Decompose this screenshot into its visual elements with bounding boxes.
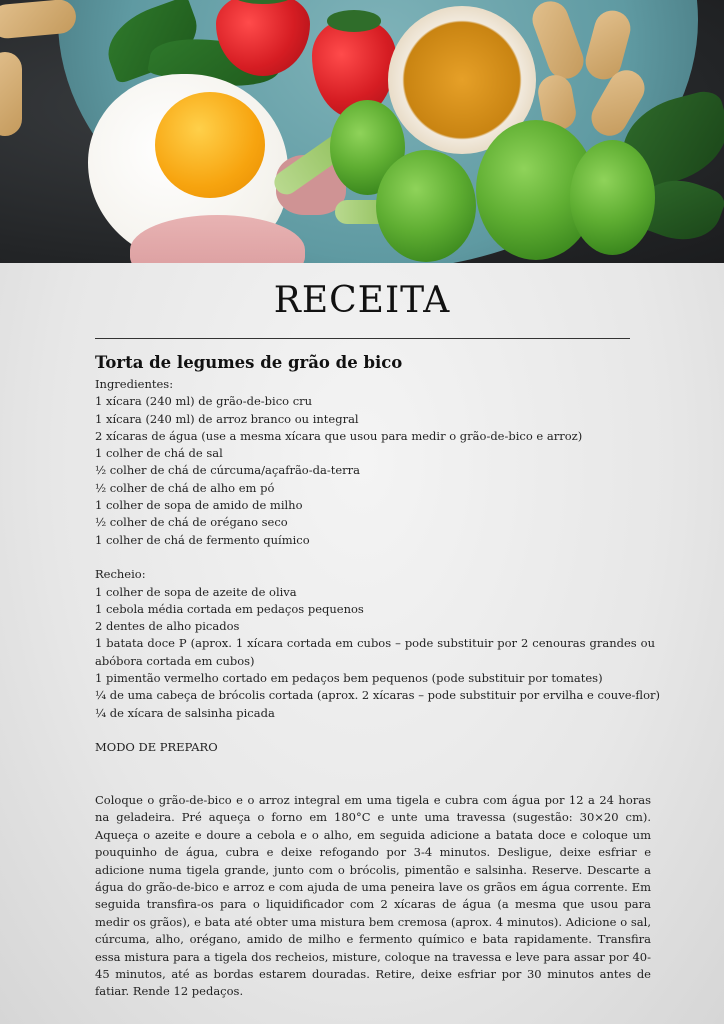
filling-item: 1 colher de sopa de azeite de oliva: [95, 584, 297, 599]
spacer: [95, 722, 655, 739]
ingredient-item: 1 colher de sopa de amido de milho: [95, 498, 303, 513]
ingredient-item: ½ colher de chá de orégano seco: [95, 515, 288, 530]
filling-item: ¼ de xícara de salsinha picada: [95, 705, 275, 720]
broccoli: [376, 150, 476, 262]
filling-item: 1 cebola média cortada em pedaços pequenos: [95, 601, 364, 616]
method-heading: MODO DE PREPARO: [95, 740, 218, 755]
ingredients-section: [95, 376, 660, 757]
ingredient-item: 1 xícara (240 ml) de grão-de-bico cru: [95, 394, 313, 409]
recipe-name: Torta de legumes de grão de bico: [95, 353, 403, 372]
egg-yolk: [155, 92, 265, 198]
filling-item: 1 pimentão vermelho cortado em pedaços bem pequenos (pode substituir por tomates): [95, 671, 603, 686]
filling-item: 1 batata doce P (aprox. 1 xícara cortada em cubos – pode substituir por 2 cenouras grandes ou abóbora cortada em cubos): [95, 636, 655, 668]
ingredient-item: 1 xícara (240 ml) de arroz branco ou integral: [95, 411, 359, 426]
ingredient-item: ½ colher de chá de alho em pó: [95, 480, 275, 495]
ingredient-item: 1 colher de chá de sal: [95, 446, 223, 461]
spacer: [95, 549, 655, 566]
title-divider: [95, 338, 630, 339]
food-photo: [0, 0, 724, 263]
peanut-icon: [0, 52, 22, 136]
page-title: RECEITA: [273, 280, 451, 321]
filling-item: 2 dentes de alho picados: [95, 619, 240, 634]
ingredient-item: 1 colher de chá de fermento químico: [95, 532, 310, 547]
ingredient-item: ½ colher de chá de cúrcuma/açafrão-da-terra: [95, 463, 360, 478]
filling-heading: Recheio:: [95, 567, 146, 582]
broccoli: [570, 140, 655, 255]
ingredients-heading: Ingredientes:: [95, 377, 174, 391]
method-paragraph: Coloque o grão-de-bico e o arroz integral em uma tigela e cubra com água por 12 a 24 horas na geladeira. Pré aqueça o forno em 180°C e unte uma travessa (sugestão: 30×20 cm). Aqueça o azeite e doure a cebola e o alho, em seguida adicione a batata doce e coloque um pouquinho de água, cubra e deixe refogando por 3-4 minutos. Desligue, deixe esfriar e adicione numa tigela grande, junto com o brócolis, pimentão e salsinha. Reserve. Descarte a água do grão-de-bico e arroz e com ajuda de uma peneira lave os grãos em água corrente. Em seguida transfira-os para o liquidificador com 2 xícaras de água (a mesma que usou para medir os grãos), e bata até obter uma mistura bem cremosa (aprox. 4 minutos). Adicione o sal, cúrcuma, alho, orégano, amido de milho e fermento químico e bata rapidamente. Transfira essa mistura para a tigela dos recheios, misture, coloque na travessa e leve para assar por 40-45 minutos, até as bordas estarem douradas. Retire, deixe esfriar por 30 minutos antes de fatiar. Rende 12 pedaços.: [95, 793, 651, 999]
ingredient-item: 2 xícaras de água (use a mesma xícara que usou para medir o grão-de-bico e arroz): [95, 428, 583, 443]
filling-item: ¼ de uma cabeça de brócolis cortada (aprox. 2 xícaras – pode substituir por ervilha e couve-flor): [95, 688, 660, 703]
